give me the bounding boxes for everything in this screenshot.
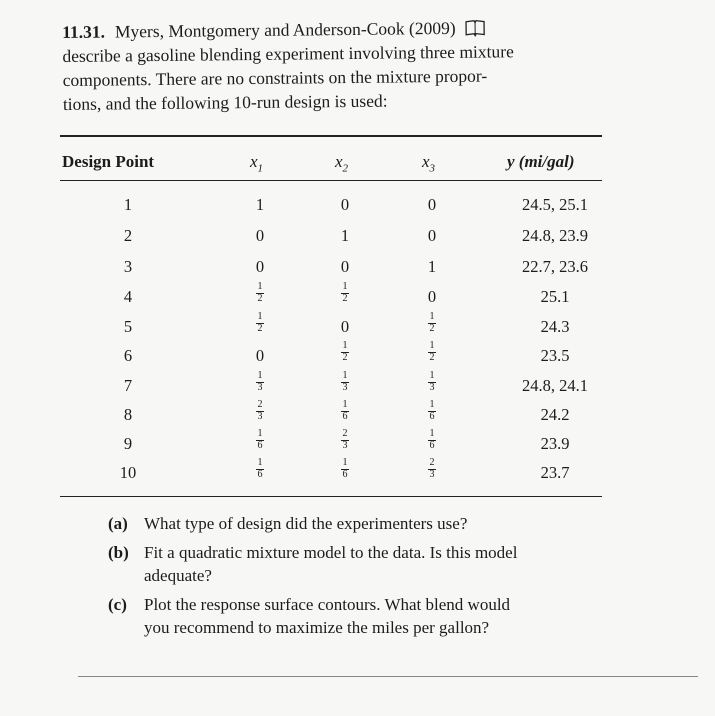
cell-x3: 0 xyxy=(427,226,437,245)
cell-x1: 0 xyxy=(255,257,265,276)
fraction-denominator: 6 xyxy=(342,411,348,422)
cell-x3 xyxy=(428,458,436,480)
cell-x2 xyxy=(341,371,349,393)
fraction-numerator: 1 xyxy=(342,281,348,292)
fraction-numerator: 1 xyxy=(342,370,348,381)
fraction-denominator: 2 xyxy=(429,352,435,363)
fraction-denominator: 6 xyxy=(257,440,263,451)
fraction-numerator: 1 xyxy=(429,370,435,381)
cell-x1: 0 xyxy=(255,346,265,365)
problem-number: 11.31. xyxy=(62,21,106,42)
fraction-denominator: 3 xyxy=(257,411,263,422)
cell-y: 23.5 xyxy=(540,346,570,365)
fraction-numerator: 1 xyxy=(429,340,435,351)
problem-statement xyxy=(62,14,663,116)
cell-y: 24.8, 23.9 xyxy=(522,226,588,245)
cell-x3: 1 xyxy=(427,257,437,276)
header-y: y (mi/gal) xyxy=(507,152,575,171)
fraction-numerator: 1 xyxy=(257,281,263,292)
cell-x2: 0 xyxy=(340,317,350,336)
cell-point: 6 xyxy=(123,346,133,365)
cell-x2 xyxy=(341,429,349,451)
cell-x2 xyxy=(341,400,349,422)
cell-x1 xyxy=(256,458,264,480)
fraction-numerator: 1 xyxy=(429,428,435,439)
fraction-numerator: 1 xyxy=(257,311,263,322)
problem-line: tions, and the following 10-run design is used: xyxy=(62,90,388,114)
question-b: (b) Fit a quadratic mixture model to the data. Is this model adequate? xyxy=(108,543,518,585)
fraction-denominator: 2 xyxy=(342,293,348,304)
cell-y: 25.1 xyxy=(540,287,570,306)
cell-point: 10 xyxy=(119,463,137,482)
cell-x3 xyxy=(428,312,436,334)
cell-point: 9 xyxy=(123,434,133,453)
cell-x3: 0 xyxy=(427,195,437,214)
cell-x1 xyxy=(256,429,264,451)
cell-y: 24.8, 24.1 xyxy=(522,376,588,395)
fraction-denominator: 2 xyxy=(257,323,263,334)
header-design-point: Design Point xyxy=(62,152,155,171)
cell-x2 xyxy=(341,458,349,480)
fraction-numerator: 1 xyxy=(257,457,263,468)
fraction-denominator: 3 xyxy=(342,382,348,393)
fraction-numerator: 2 xyxy=(429,457,435,468)
cell-x1 xyxy=(256,282,264,304)
page-bottom-rule xyxy=(78,676,698,677)
fraction-numerator: 2 xyxy=(257,399,263,410)
cell-point: 4 xyxy=(123,287,133,306)
cell-y: 24.3 xyxy=(540,317,570,336)
cell-x1 xyxy=(256,371,264,393)
cell-x3 xyxy=(428,341,436,363)
cell-point: 1 xyxy=(123,195,133,214)
cell-point: 8 xyxy=(123,405,133,424)
cell-x1: 0 xyxy=(255,226,265,245)
fraction-numerator: 2 xyxy=(342,428,348,439)
fraction-denominator: 3 xyxy=(429,469,435,480)
cell-point: 7 xyxy=(123,376,133,395)
cell-x1: 1 xyxy=(255,195,265,214)
header-x3: $x_3$ xyxy=(422,152,436,175)
fraction-numerator: 1 xyxy=(342,457,348,468)
cell-point: 3 xyxy=(123,257,133,276)
cell-x3 xyxy=(428,400,436,422)
cell-x2 xyxy=(341,341,349,363)
fraction-denominator: 3 xyxy=(429,382,435,393)
fraction-denominator: 2 xyxy=(257,293,263,304)
cell-point: 2 xyxy=(123,226,133,245)
header-x1: $x_1$ xyxy=(250,152,264,175)
cell-x2: 0 xyxy=(340,257,350,276)
fraction-denominator: 6 xyxy=(342,469,348,480)
problem-line: describe a gasoline blending experiment involving three mixture xyxy=(62,41,514,66)
questions xyxy=(108,512,628,645)
question-c: (c) Plot the response surface contours. What blend would you recommend to maximize the miles per gallon? xyxy=(108,595,511,637)
cell-y: 22.7, 23.6 xyxy=(522,257,588,276)
fraction-denominator: 3 xyxy=(342,440,348,451)
cell-x2: 0 xyxy=(340,195,350,214)
fraction-numerator: 1 xyxy=(342,340,348,351)
fraction-denominator: 3 xyxy=(257,382,263,393)
table-header-rule xyxy=(60,180,602,181)
header-x2: $x_2$ xyxy=(335,152,349,175)
problem-line: components. There are no constraints on the mixture propor- xyxy=(62,65,488,90)
fraction-denominator: 2 xyxy=(429,323,435,334)
cell-y: 24.2 xyxy=(540,405,570,424)
cell-x3: 0 xyxy=(427,287,437,306)
cell-x2: 1 xyxy=(340,226,350,245)
fraction-denominator: 6 xyxy=(429,411,435,422)
fraction-numerator: 1 xyxy=(257,370,263,381)
cell-y: 23.7 xyxy=(540,463,570,482)
cell-x1 xyxy=(256,400,264,422)
cell-x3 xyxy=(428,371,436,393)
cell-x1 xyxy=(256,312,264,334)
fraction-denominator: 2 xyxy=(342,352,348,363)
fraction-numerator: 1 xyxy=(429,311,435,322)
problem-line: Myers, Montgomery and Anderson-Cook (2009) xyxy=(114,17,456,42)
fraction-numerator: 1 xyxy=(429,399,435,410)
table-top-rule xyxy=(60,135,602,137)
fraction-denominator: 6 xyxy=(429,440,435,451)
cell-y: 23.9 xyxy=(540,434,570,453)
cell-point: 5 xyxy=(123,317,133,336)
fraction-numerator: 1 xyxy=(257,428,263,439)
table-bottom-rule xyxy=(60,496,602,497)
cell-x3 xyxy=(428,429,436,451)
cell-y: 24.5, 25.1 xyxy=(522,195,588,214)
fraction-denominator: 6 xyxy=(257,469,263,480)
book-icon xyxy=(464,19,486,37)
cell-x2 xyxy=(341,282,349,304)
question-a: (a) What type of design did the experimenters use? xyxy=(108,514,468,533)
fraction-numerator: 1 xyxy=(342,399,348,410)
